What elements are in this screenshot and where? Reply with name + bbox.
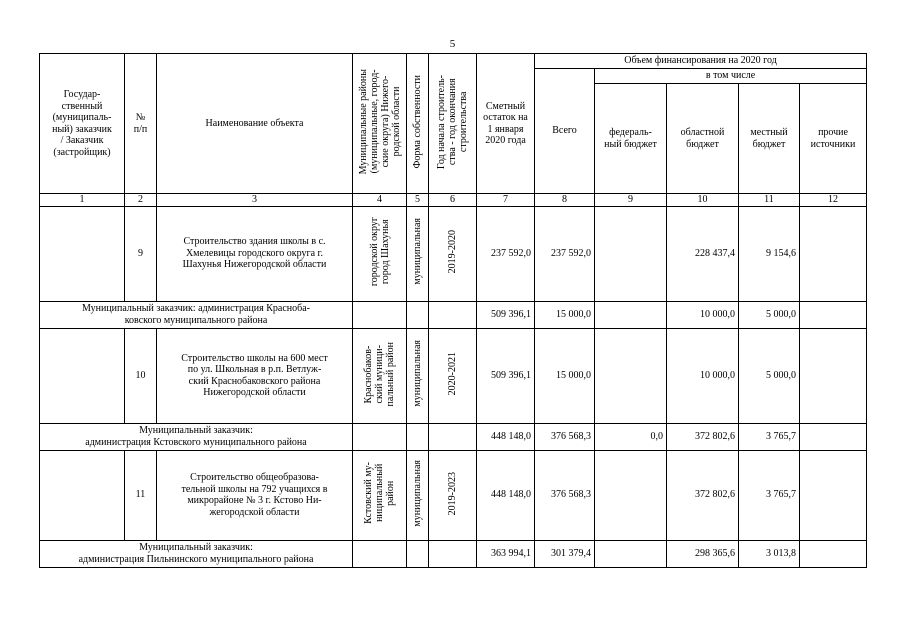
local-value: 3 765,7 bbox=[739, 423, 800, 450]
col-number: 7 bbox=[477, 194, 535, 207]
header-including: в том числе bbox=[595, 69, 867, 84]
page-number: 5 bbox=[449, 38, 456, 50]
customer-cell bbox=[40, 450, 125, 540]
federal-value bbox=[595, 328, 667, 423]
other-value bbox=[800, 423, 867, 450]
header-balance: Сметный остаток на 1 января 2020 года bbox=[477, 54, 535, 194]
federal-value bbox=[595, 450, 667, 540]
col-number: 6 bbox=[429, 194, 477, 207]
empty-cell bbox=[353, 301, 407, 328]
header-object-name: Наименование объекта bbox=[157, 54, 353, 194]
header-federal: федераль- ный бюджет bbox=[595, 84, 667, 194]
local-value: 5 000,0 bbox=[739, 328, 800, 423]
federal-value: 0,0 bbox=[595, 423, 667, 450]
customer-name: Муниципальный заказчик: администрация Кстовского муниципального района bbox=[40, 423, 353, 450]
row-number: 10 bbox=[125, 328, 157, 423]
other-value bbox=[800, 328, 867, 423]
years-cell: 2019-2020 bbox=[429, 206, 477, 301]
empty-cell bbox=[353, 423, 407, 450]
local-value: 9 154,6 bbox=[739, 206, 800, 301]
empty-cell bbox=[429, 540, 477, 567]
col-number: 10 bbox=[667, 194, 739, 207]
header-local: местный бюджет bbox=[739, 84, 800, 194]
empty-cell bbox=[353, 540, 407, 567]
balance-value: 509 396,1 bbox=[477, 301, 535, 328]
col-number: 2 bbox=[125, 194, 157, 207]
customer-row bbox=[40, 301, 867, 328]
regional-value: 372 802,6 bbox=[667, 423, 739, 450]
column-numbers-row bbox=[40, 194, 867, 207]
header-years: Год начала строитель- ства - год окончания строительства bbox=[429, 54, 477, 194]
other-value bbox=[800, 540, 867, 567]
total-value: 376 568,3 bbox=[535, 423, 595, 450]
ownership-cell: муниципальная bbox=[407, 328, 429, 423]
col-number: 8 bbox=[535, 194, 595, 207]
financing-table bbox=[39, 53, 867, 568]
balance-value: 237 592,0 bbox=[477, 206, 535, 301]
col-number: 9 bbox=[595, 194, 667, 207]
balance-value: 448 148,0 bbox=[477, 423, 535, 450]
col-number: 4 bbox=[353, 194, 407, 207]
local-value: 3 013,8 bbox=[739, 540, 800, 567]
header-district: Муниципальные районы (муниципальные, город- ские округа) Нижего- родской области bbox=[353, 54, 407, 194]
balance-value: 509 396,1 bbox=[477, 328, 535, 423]
years-cell: 2020-2021 bbox=[429, 328, 477, 423]
header-regional: областной бюджет bbox=[667, 84, 739, 194]
local-value: 5 000,0 bbox=[739, 301, 800, 328]
col-number: 1 bbox=[40, 194, 125, 207]
customer-row bbox=[40, 423, 867, 450]
col-number: 11 bbox=[739, 194, 800, 207]
customer-cell bbox=[40, 328, 125, 423]
years-cell: 2019-2023 bbox=[429, 450, 477, 540]
total-value: 301 379,4 bbox=[535, 540, 595, 567]
header-ownership: Форма собственности bbox=[407, 54, 429, 194]
total-value: 15 000,0 bbox=[535, 328, 595, 423]
object-name: Строительство здания школы в с. Хмелевицы городского округа г. Шахунья Нижегородской области bbox=[157, 206, 353, 301]
header-other: прочие источники bbox=[800, 84, 867, 194]
total-value: 15 000,0 bbox=[535, 301, 595, 328]
customer-cell bbox=[40, 206, 125, 301]
total-value: 237 592,0 bbox=[535, 206, 595, 301]
local-value: 3 765,7 bbox=[739, 450, 800, 540]
other-value bbox=[800, 206, 867, 301]
customer-name: Муниципальный заказчик: администрация Пильнинского муниципального района bbox=[40, 540, 353, 567]
table-row bbox=[40, 450, 867, 540]
ownership-cell: муниципальная bbox=[407, 206, 429, 301]
header-funding: Объем финансирования на 2020 год bbox=[535, 54, 867, 69]
col-number: 3 bbox=[157, 194, 353, 207]
federal-value bbox=[595, 206, 667, 301]
ownership-cell: муниципальная bbox=[407, 450, 429, 540]
district-cell: Кстовский му- ниципальный район bbox=[353, 450, 407, 540]
table-row bbox=[40, 206, 867, 301]
table-row bbox=[40, 328, 867, 423]
empty-cell bbox=[429, 423, 477, 450]
empty-cell bbox=[407, 423, 429, 450]
row-number: 11 bbox=[125, 450, 157, 540]
empty-cell bbox=[407, 540, 429, 567]
col-number: 12 bbox=[800, 194, 867, 207]
balance-value: 448 148,0 bbox=[477, 450, 535, 540]
customer-row bbox=[40, 540, 867, 567]
header-customer: Государ- ственный (муниципаль- ный) заказчик / Заказчик (застройщик) bbox=[40, 54, 125, 194]
customer-name: Муниципальный заказчик: администрация Краснoба- ковского муниципального района bbox=[40, 301, 353, 328]
other-value bbox=[800, 450, 867, 540]
other-value bbox=[800, 301, 867, 328]
row-number: 9 bbox=[125, 206, 157, 301]
balance-value: 363 994,1 bbox=[477, 540, 535, 567]
federal-value bbox=[595, 540, 667, 567]
federal-value bbox=[595, 301, 667, 328]
district-cell: Краснобаков- ский муници- пальный район bbox=[353, 328, 407, 423]
header-number: № п/п bbox=[125, 54, 157, 194]
object-name: Строительство школы на 600 мест по ул. Школьная в р.п. Ветлуж- ский Краснобаковского района Нижегородской области bbox=[157, 328, 353, 423]
object-name: Строительство общеобразова- тельной школы на 792 учащихся в микрорайоне № 3 г. Кстово Ни- жегородской области bbox=[157, 450, 353, 540]
regional-value: 372 802,6 bbox=[667, 450, 739, 540]
regional-value: 298 365,6 bbox=[667, 540, 739, 567]
district-cell: городской округ город Шахунья bbox=[353, 206, 407, 301]
total-value: 376 568,3 bbox=[535, 450, 595, 540]
regional-value: 10 000,0 bbox=[667, 328, 739, 423]
empty-cell bbox=[407, 301, 429, 328]
regional-value: 228 437,4 bbox=[667, 206, 739, 301]
col-number: 5 bbox=[407, 194, 429, 207]
header-total: Всего bbox=[535, 69, 595, 194]
regional-value: 10 000,0 bbox=[667, 301, 739, 328]
empty-cell bbox=[429, 301, 477, 328]
